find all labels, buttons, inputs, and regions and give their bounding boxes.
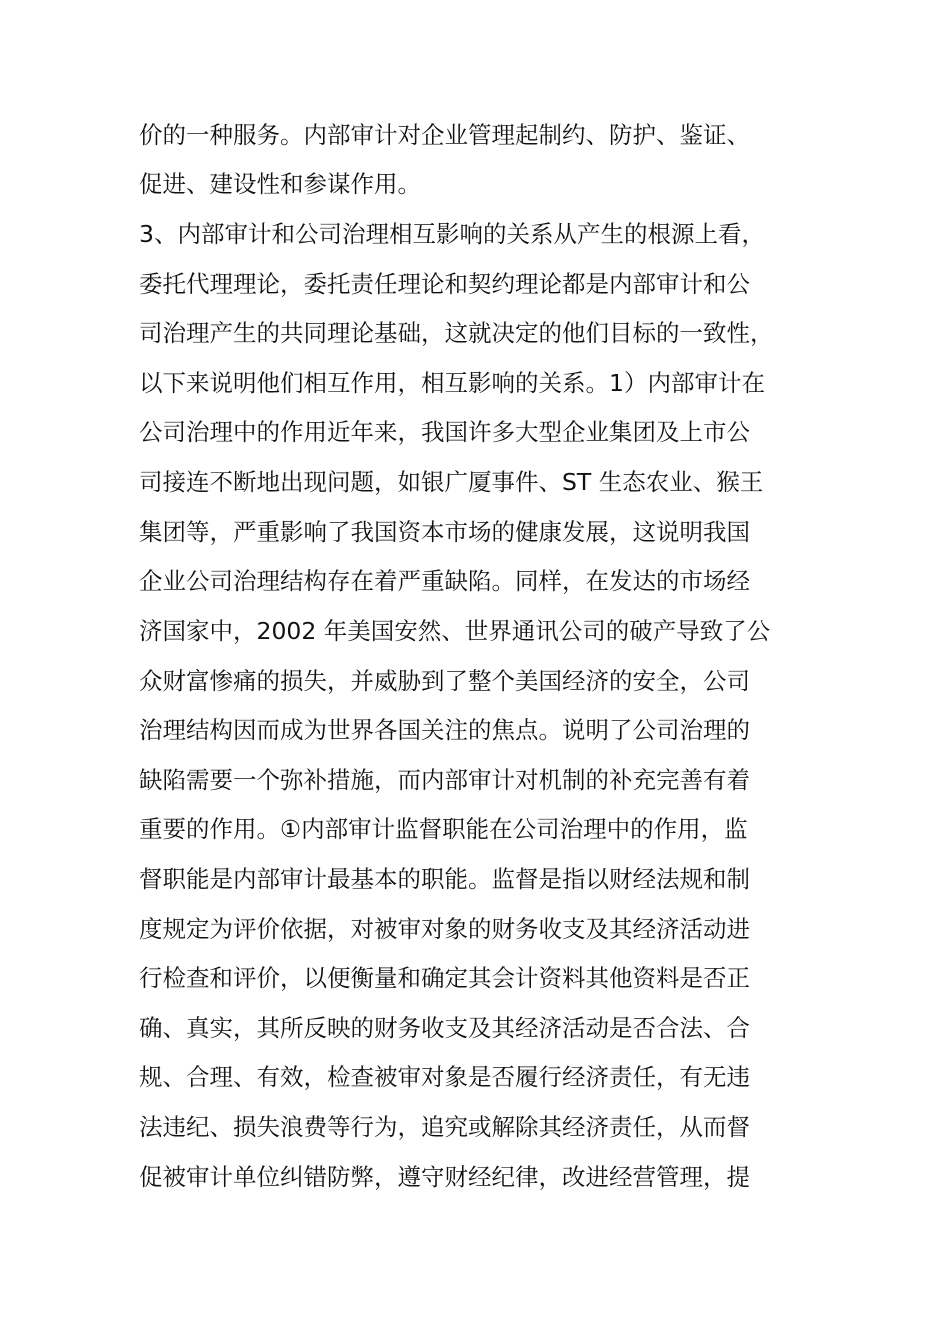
text-line: 以下来说明他们相互作用，相互影响的关系。1）内部审计在 [139,369,765,397]
text-line: 公司治理中的作用近年来，我国许多大型企业集团及上市公 [139,418,750,446]
text-line: 集团等，严重影响了我国资本市场的健康发展，这说明我国 [139,518,750,546]
text-line: 价的一种服务。内部审计对企业管理起制约、防护、鉴证、 [139,121,750,149]
text-line: 企业公司治理结构存在着严重缺陷。同样，在发达的市场经 [139,567,750,595]
text-line: 行检查和评价，以便衡量和确定其会计资料其他资料是否正 [139,964,750,992]
text-line: 济国家中，2002 年美国安然、世界通讯公司的破产导致了公 [139,617,771,645]
text-line: 促进、建设性和参谋作用。 [139,170,421,198]
text-line: 度规定为评价依据，对被审对象的财务收支及其经济活动进 [139,915,750,943]
text-line: 重要的作用。①内部审计监督职能在公司治理中的作用，监 [139,815,748,843]
text-line: 促被审计单位纠错防弊，遵守财经纪律，改进经营管理，提 [139,1163,750,1191]
text-line: 缺陷需要一个弥补措施，而内部审计对机制的补充完善有着 [139,766,750,794]
text-line: 确、真实，其所反映的财务收支及其经济活动是否合法、合 [139,1014,750,1042]
text-line: 法违纪、损失浪费等行为，追究或解除其经济责任，从而督 [139,1113,750,1141]
text-line: 3、内部审计和公司治理相互影响的关系从产生的根源上看， [139,220,765,248]
text-line: 众财富惨痛的损失，并威胁到了整个美国经济的安全，公司 [139,667,750,695]
text-line: 司治理产生的共同理论基础，这就决定的他们目标的一致性， [139,319,774,347]
text-line: 治理结构因而成为世界各国关注的焦点。说明了公司治理的 [139,716,750,744]
text-line: 司接连不断地出现问题，如银广厦事件、ST 生态农业、猴王 [139,468,764,496]
text-line: 督职能是内部审计最基本的职能。监督是指以财经法规和制 [139,865,750,893]
text-line: 委托代理理论，委托责任理论和契约理论都是内部审计和公 [139,270,750,298]
text-line: 规、合理、有效，检查被审对象是否履行经济责任，有无违 [139,1063,750,1091]
